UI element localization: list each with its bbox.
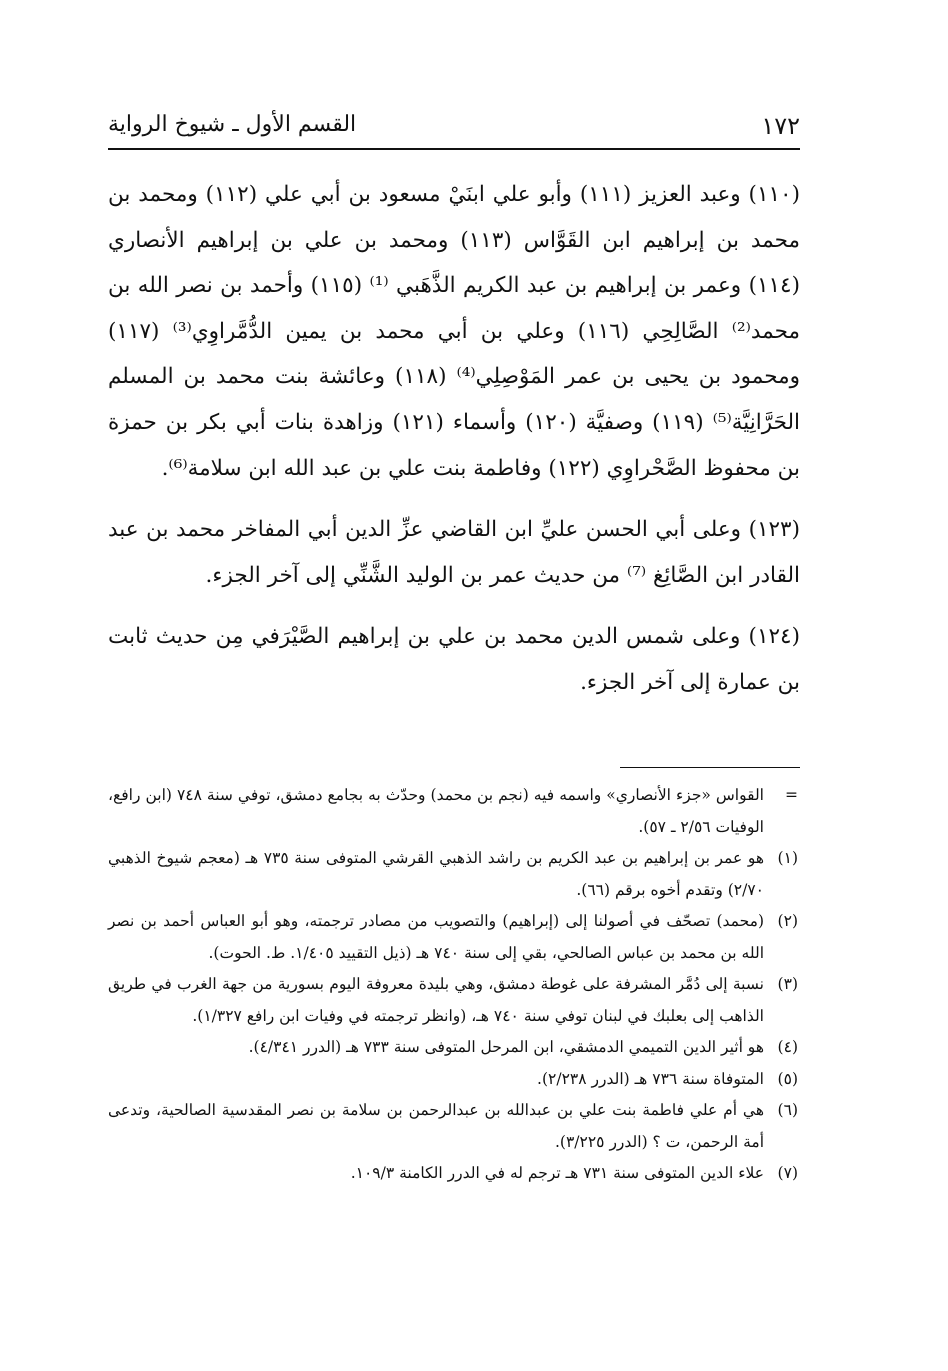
footnote-mark: = bbox=[785, 786, 798, 804]
footnote-text: (محمد) تصحّف في أصولنا إلى (إبراهيم) والتصويب من مصادر ترجمته، وهو أبو العباس أحمد بن نصر الله بن محمد بن عباس الصالحي، بقي إلى سنة ٧٤٠ هـ (ذيل التقييد ١/٤٠٥. ط. الحوت). bbox=[108, 912, 764, 962]
footnote-mark: (٤) bbox=[777, 1038, 798, 1056]
footnote-mark: (٢) bbox=[777, 912, 798, 930]
footnote-mark: (١) bbox=[777, 849, 798, 867]
paragraph-sheikhs-list: (١١٠) وعبد العزيز (١١١) وأبو علي ابنَيْ مسعود بن أبي علي (١١٢) ومحمد بن محمد بن إبراهيم ابن القَوَّاس (١١٣) ومحمد بن علي بن إبراهيم الأنصاري (١١٤) وعمر بن إبراهيم بن عبد الكريم الذَّهَبي ⁽¹⁾ (١١٥) وأحمد بن نصر الله بن محمد⁽²⁾ الصَّالِحِي (١١٦) وعلي بن أبي محمد بن يمين الدُّمَّراوِي⁽³⁾ (١١٧) ومحمود بن يحيى بن عمر المَوْصِلِي⁽⁴⁾ (١١٨) وعائشة بنت محمد بن المسلم الحَرَّانِيَّة⁽⁵⁾ (١١٩) وصفيَّة (١٢٠) وأسماء (١٢١) وزاهدة بنات أبي بكر بن حمزة بن محفوظ الصَّحْراوِي (١٢٢) وفاطمة بنت علي بن عبد الله ابن سلامة⁽⁶⁾. bbox=[108, 182, 801, 481]
header-rule bbox=[108, 148, 800, 150]
footnote-5 bbox=[108, 1064, 798, 1096]
footnote-text: هو أثير الدين التميمي الدمشقي، ابن المرحل المتوفى سنة ٧٣٣ هـ (الدرر ٤/٣٤١). bbox=[248, 1038, 764, 1056]
footnote-6 bbox=[108, 1095, 798, 1158]
running-header bbox=[108, 112, 800, 148]
footnote-text: هو عمر بن إبراهيم بن عبد الكريم بن راشد الذهبي القرشي المتوفى سنة ٧٣٥ هـ (معجم شيوخ الذهبي ٢/٧٠) وتقدم أخوه برقم (٦٦). bbox=[108, 849, 765, 899]
paragraph-124: (١٢٤) وعلى شمس الدين محمد بن علي بن إبراهيم الصَّيْرَفي مِن حديث ثابت بن عمارة إلى آخر الجزء. bbox=[108, 624, 800, 695]
footnote-text: علاء الدين المتوفى سنة ٧٣١ هـ ترجم له في الدرر الكامنة ١٠٩/٣. bbox=[350, 1164, 764, 1182]
running-title: القسم الأول ـ شيوخ الرواية bbox=[108, 112, 357, 137]
main-text bbox=[108, 172, 800, 722]
footnote-text: المتوفاة سنة ٧٣٦ هـ (الدرر ٢/٢٣٨). bbox=[537, 1069, 764, 1088]
footnote-mark: (٦) bbox=[777, 1101, 798, 1119]
footnote-7 bbox=[108, 1158, 798, 1190]
page-number: ١٧٢ bbox=[761, 112, 800, 140]
footnote-text: هي أم علي فاطمة بنت علي بن عبدالله بن عبدالرحمن بن سلامة بن نصر المقدسية الصالحية، وتدعى أمة الرحمن، ت ؟ (الدرر ٣/٢٢٥). bbox=[108, 1101, 764, 1151]
footnote-mark: (٥) bbox=[777, 1069, 798, 1088]
footnote-mark: (٧) bbox=[777, 1164, 798, 1182]
footnote-text: نسبة إلى دُمَّر المشرفة على غوطة دمشق، وهي بليدة معروفة اليوم بسورية من جهة الغرب في طريق الذاهب إلى بعلبك في لبنان توفي سنة ٧٤٠ هـ، (وانظر ترجمته في وفيات ابن رافع ١/٣٢٧). bbox=[108, 975, 764, 1025]
footnote-1 bbox=[108, 843, 798, 906]
footnote-continued bbox=[108, 780, 798, 843]
footnote-text: القواس «جزء الأنصاري» واسمه فيه (نجم بن محمد) وحدّث به بجامع دمشق، توفي سنة ٧٤٨ (ابن رافع، الوفيات ٢/٥٦ ـ ٥٧). bbox=[108, 786, 764, 836]
paragraph-123: (١٢٣) وعلى أبي الحسن عليِّ ابن القاضي عزِّ الدين أبي المفاخر محمد بن عبد القادر ابن الصَّائِغ ⁽⁷⁾ من حديث عمر بن الوليد الشَّنِّي إلى آخر الجزء. bbox=[108, 517, 800, 588]
footnote-mark: (٣) bbox=[777, 975, 798, 993]
footnotes bbox=[108, 780, 798, 1190]
footnote-separator bbox=[620, 767, 800, 768]
footnote-3 bbox=[108, 969, 798, 1032]
footnote-2 bbox=[108, 906, 798, 969]
footnote-4 bbox=[108, 1032, 798, 1064]
